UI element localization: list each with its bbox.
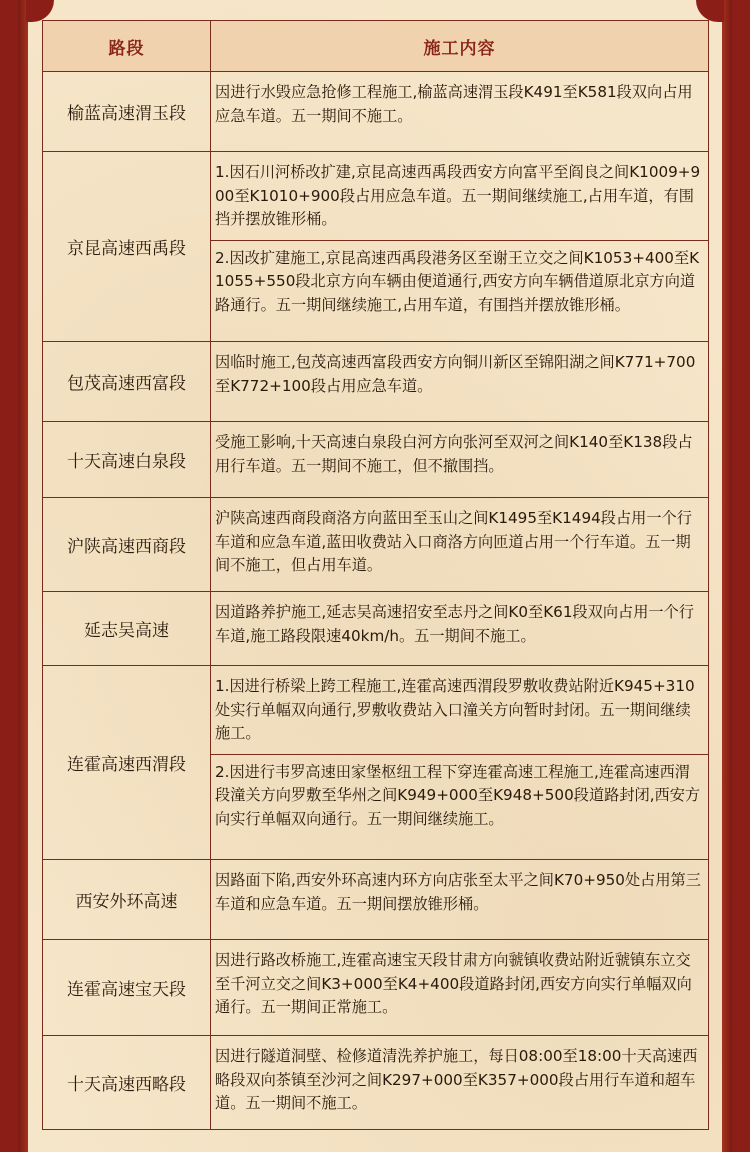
road-name: 包茂高速西富段 [43, 342, 211, 422]
road-name: 西安外环高速 [43, 860, 211, 940]
road-name: 榆蓝高速渭玉段 [43, 72, 211, 152]
construction-content [211, 422, 709, 498]
road-name: 连霍高速宝天段 [43, 940, 211, 1036]
construction-content [211, 498, 709, 592]
construction-content [211, 940, 709, 1036]
content-item: 受施工影响,十天高速白泉段白河方向张河至双河之间K140至K138段占用行车道。五一期间不施工，但不撤围挡。 [215, 433, 693, 475]
road-name: 连霍高速西渭段 [43, 666, 211, 860]
content-item: 1.因进行桥梁上跨工程施工,连霍高速西渭段罗敷收费站附近K945+310处实行单幅双向通行,罗敷收费站入口潼关方向暂时封闭。五一期间继续施工。 [215, 677, 695, 742]
table-row [43, 940, 709, 1036]
watermark-logo [548, 1082, 708, 1122]
construction-content [211, 342, 709, 422]
table-row [43, 342, 709, 422]
construction-content [211, 152, 709, 342]
right-border [722, 0, 732, 1152]
road-name: 十天高速西略段 [43, 1036, 211, 1130]
table-row [43, 152, 709, 342]
content-item: 因道路养护施工,延志吴高速招安至志丹之间K0至K61段双向占用一个行车道,施工路段限速40km/h。五一期间不施工。 [215, 603, 694, 645]
road-name: 十天高速白泉段 [43, 422, 211, 498]
construction-content [211, 592, 709, 666]
content-item: 因临时施工,包茂高速西富段西安方向铜川新区至锦阳湖之间K771+700至K772+100段占用应急车道。 [215, 353, 696, 395]
content-item: 沪陕高速西商段商洛方向蓝田至玉山之间K1495至K1494段占用一个行车道和应急车道,蓝田收费站入口商洛方向匝道占用一个行车道。五一期间不施工，但占用车道。 [215, 509, 692, 574]
header-content: 施工内容 [211, 21, 709, 72]
construction-content [211, 860, 709, 940]
header-road: 路段 [43, 21, 211, 72]
table-row [43, 592, 709, 666]
table-row [43, 860, 709, 940]
table-row [43, 72, 709, 152]
road-name: 沪陕高速西商段 [43, 498, 211, 592]
road-name: 延志吴高速 [43, 592, 211, 666]
construction-table [42, 20, 709, 1130]
construction-content [211, 666, 709, 860]
content-item: 1.因石川河桥改扩建,京昆高速西禹段西安方向富平至阎良之间K1009+900至K1010+900段占用应急车道。五一期间继续施工,占用车道，有围挡并摆放锥形桶。 [215, 163, 701, 228]
content-item: 因进行隧道洞壁、检修道清洗养护施工，每日08:00至18:00十天高速西略段双向茶镇至沙河之间K297+000至K357+000段占用行车道和超车道。五一期间不施工。 [215, 1047, 698, 1112]
left-border [18, 0, 28, 1152]
table-row [43, 666, 709, 860]
table-header-row [43, 21, 709, 72]
table-row [43, 498, 709, 592]
content-item: 2.因改扩建施工,京昆高速西禹段港务区至谢王立交之间K1053+400至K1055+550段北京方向车辆由便道通行,西安方向车辆借道原北京方向道路通行。五一期间继续施工,占用车道，有围挡并摆放锥形桶。 [211, 240, 708, 318]
content-item: 因进行水毁应急抢修工程施工,榆蓝高速渭玉段K491至K581段双向占用应急车道。五一期间不施工。 [215, 83, 693, 125]
content-item: 因进行路改桥施工,连霍高速宝天段甘肃方向虢镇收费站附近虢镇东立交至千河立交之间K3+000至K4+400段道路封闭,西安方向实行单幅双向通行。五一期间正常施工。 [215, 951, 692, 1016]
content-item: 因路面下陷,西安外环高速内环方向店张至太平之间K70+950处占用第三车道和应急车道。五一期间摆放锥形桶。 [215, 871, 701, 913]
table-row [43, 422, 709, 498]
road-name: 京昆高速西禹段 [43, 152, 211, 342]
content-item: 2.因进行韦罗高速田家堡枢纽工程下穿连霍高速工程施工,连霍高速西渭段潼关方向罗敷至华州之间K949+000至K948+500段道路封闭,西安方向实行单幅双向通行。五一期间继续施工。 [211, 754, 708, 832]
construction-content [211, 72, 709, 152]
